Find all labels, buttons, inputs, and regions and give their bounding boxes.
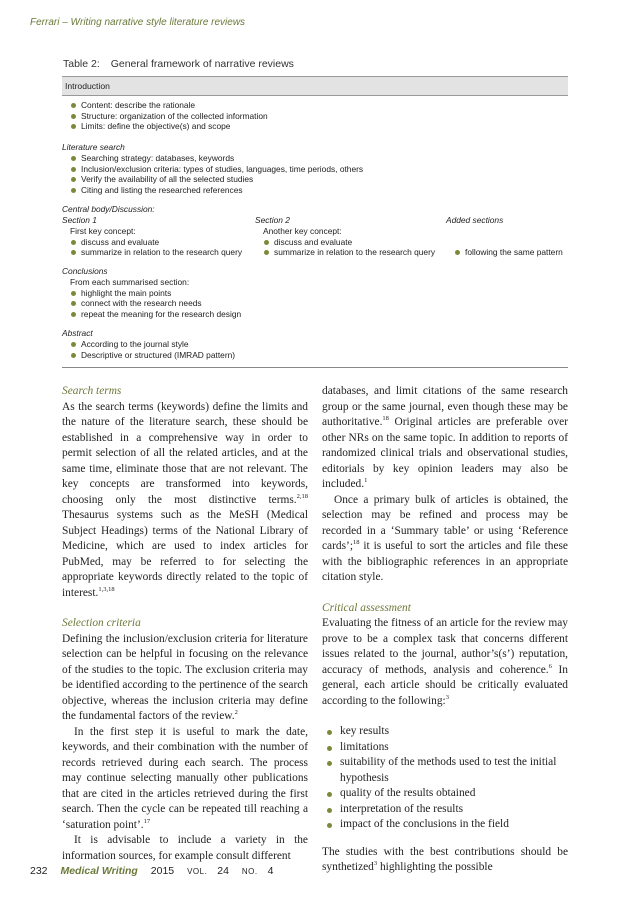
table-caption (63, 58, 294, 70)
volume: 24 (217, 865, 229, 877)
table-title: General framework of narrative reviews (110, 58, 294, 70)
intro-section (62, 100, 268, 132)
conclusions-section: Conclusions From each summarised section: highlight the main points connect with the research needs repeat the meaning for the research design (62, 266, 242, 319)
section-title: Conclusions (62, 266, 108, 276)
list-item: Content: describe the rationale (62, 100, 268, 111)
paragraph: Defining the inclusion/exclusion criteria for literature selection can be helpful in focusing on the relevance of the studies to the topic. The exclusion criteria may be identified according to the pertinence of the search objective, whereas the inclusion criteria may define the fundamental factors of the review.$^2$ (62, 632, 308, 722)
list-item: Inclusion/exclusion criteria: types of studies, languages, time periods, others (62, 164, 363, 175)
list-item: interpretation of the results (322, 802, 568, 818)
list-item: highlight the main points (62, 288, 241, 299)
list-item: impact of the conclusions in the field (322, 817, 568, 833)
list-item: key results (322, 724, 568, 740)
list-item: summarize in relation to the research query (62, 247, 252, 258)
list-item: quality of the results obtained (322, 786, 568, 802)
list-item: connect with the research needs (62, 298, 241, 309)
section-1: Section 1 First key concept: discuss and evaluate summarize in relation to the research query (62, 215, 252, 258)
right-column (322, 384, 568, 876)
list-item: Descriptive or structured (IMRAD pattern) (62, 350, 235, 361)
section-title: Central body/Discussion: (62, 204, 155, 214)
table-bottom-rule (62, 367, 568, 368)
framework-table (62, 76, 568, 360)
added-sections: Added sections following the same pattern (446, 215, 568, 258)
list-item: repeat the meaning for the research design (62, 309, 241, 320)
central-section (62, 204, 568, 258)
list-item: suitability of the methods used to test the initial hypothesis (322, 755, 568, 786)
table-header: Introduction (62, 76, 568, 96)
list-item: discuss and evaluate (255, 237, 455, 248)
left-column (62, 384, 308, 864)
paragraph: As the search terms (keywords) define the limits and the nature of the literature search, these should be established in a comprehensive way in order to permit selection of all the related articles, and at the same time, eliminate those that are not relevant. The key concepts are transformed into keywords, choosing only the most distinctive terms.$^{2,18}$ Thesaurus systems such as the MeSH (Medical Subject Headings) terms of the National Library of Medicine, which are used to index articles for PubMed, may be referred to for selecting the appropriate keywords directly related to the topic of interest.$^{1,3,18}$ (62, 400, 308, 599)
list-item: summarize in relation to the research query (255, 247, 455, 258)
section-title: Literature search (62, 142, 125, 152)
paragraph: The studies with the best contributions should be synthetized$^3$ highlighting the possible (322, 845, 568, 873)
issue: 4 (267, 865, 274, 877)
section-2: Section 2 Another key concept: discuss and evaluate summarize in relation to the research query (255, 215, 455, 258)
list-item: Searching strategy: databases, keywords (62, 153, 363, 164)
paragraph: In the first step it is useful to mark the date, keywords, and their combination with the number of records retrieved during each search. The process may continue selecting manually other publications that are cited in the articles retrieved during the first search. Then the cycle can be repeated till reaching a ‘saturation point’.$^{17}$ (62, 725, 308, 831)
list-item: According to the journal style (62, 339, 235, 350)
list-item: Limits: define the objective(s) and scope (62, 121, 268, 132)
list-item: limitations (322, 740, 568, 756)
issue-label: NO. (241, 867, 258, 876)
list-item: Citing and listing the researched references (62, 185, 363, 196)
page-footer (30, 865, 283, 877)
heading-search-terms: Search terms (62, 385, 122, 397)
paragraph: databases, and limit citations of the same research group or the same journal, even though these may be authoritative.$^{18}$ Original articles are preferable over other NRs on the same topic. In addition to reports of randomized clinical trials and observational studies, editorials by key opinion leaders may also be included.$^1$ (322, 385, 568, 490)
paragraph: Once a primary bulk of articles is obtained, the selection may be refined and process may be recorded in a ‘Summary table’ or using ‘Reference cards’;$^{18}$ it is useful to sort the articles and file these with the bibliographic references in an appropriate citation style. (322, 493, 568, 583)
list-item: discuss and evaluate (62, 237, 252, 248)
heading-critical-assessment: Critical assessment (322, 601, 411, 614)
paragraph: Evaluating the fitness of an article for the review may prove to be a complex task that concerns different issues related to the journal, author’s(s’) reputation, accuracy of methods, analysis and coherence.$^6$ In general, each article should be critically evaluated according to the following:$^3$ (322, 617, 568, 707)
list-item: Verify the availability of all the selected studies (62, 174, 363, 185)
list-item: following the same pattern (446, 247, 568, 258)
table-label: Table 2: (63, 58, 100, 70)
page-number: 232 (30, 865, 48, 877)
list-item: Structure: organization of the collected information (62, 111, 268, 122)
literature-section (62, 142, 363, 195)
section-title: Abstract (62, 328, 93, 338)
running-head: Ferrari – Writing narrative style literature reviews (30, 17, 246, 28)
abstract-section (62, 328, 235, 360)
volume-label: VOL. (187, 867, 208, 876)
journal-name: Medical Writing (60, 865, 138, 877)
paragraph: It is advisable to include a variety in the information sources, for example consult different (62, 834, 308, 862)
heading-selection-criteria: Selection criteria (62, 617, 141, 629)
year: 2015 (150, 865, 175, 877)
criteria-list (322, 724, 568, 833)
